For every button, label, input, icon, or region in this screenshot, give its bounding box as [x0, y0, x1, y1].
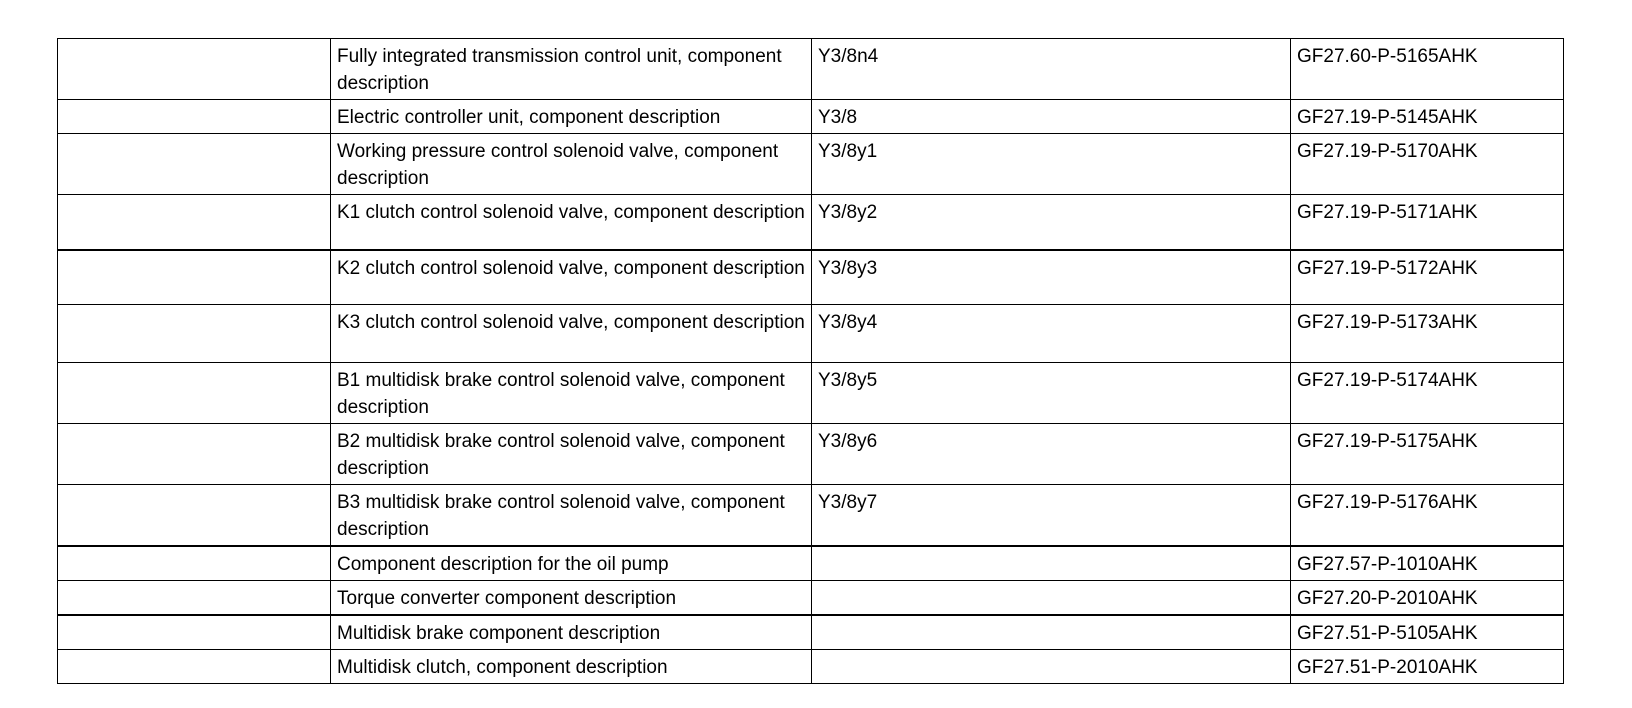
- table-row: [58, 615, 1564, 650]
- reference-link[interactable]: GF27.60-P-5165AHK: [1291, 39, 1564, 100]
- blank-cell: [58, 485, 331, 547]
- blank-cell: [58, 615, 331, 650]
- component-code-cell: Y3/8y1: [812, 134, 1291, 195]
- component-code-cell: Y3/8y4: [812, 305, 1291, 363]
- blank-cell: [58, 100, 331, 134]
- component-code-cell: Y3/8y2: [812, 195, 1291, 250]
- blank-cell: [58, 363, 331, 424]
- reference-link[interactable]: GF27.51-P-5105AHK: [1291, 615, 1564, 650]
- reference-link[interactable]: GF27.51-P-2010AHK: [1291, 650, 1564, 684]
- reference-link[interactable]: GF27.19-P-5174AHK: [1291, 363, 1564, 424]
- table-row: [58, 363, 1564, 424]
- table-row: [58, 546, 1564, 581]
- component-code-cell: Y3/8y5: [812, 363, 1291, 424]
- blank-cell: [58, 650, 331, 684]
- table-row: [58, 485, 1564, 547]
- table-row: [58, 581, 1564, 616]
- component-code-cell: Y3/8n4: [812, 39, 1291, 100]
- blank-cell: [58, 250, 331, 305]
- component-code-cell: Y3/8: [812, 100, 1291, 134]
- description-cell: Torque converter component description: [331, 581, 812, 616]
- blank-cell: [58, 546, 331, 581]
- description-cell: B3 multidisk brake control solenoid valve, component description: [331, 485, 812, 547]
- blank-cell: [58, 134, 331, 195]
- reference-link[interactable]: GF27.19-P-5173AHK: [1291, 305, 1564, 363]
- table-row: [58, 134, 1564, 195]
- blank-cell: [58, 581, 331, 616]
- component-reference-table: [57, 38, 1564, 684]
- component-code-cell: [812, 581, 1291, 616]
- reference-link[interactable]: GF27.20-P-2010AHK: [1291, 581, 1564, 616]
- reference-link[interactable]: GF27.19-P-5175AHK: [1291, 424, 1564, 485]
- component-code-cell: [812, 650, 1291, 684]
- table-row: [58, 100, 1564, 134]
- description-cell: Multidisk brake component description: [331, 615, 812, 650]
- reference-link[interactable]: GF27.19-P-5176AHK: [1291, 485, 1564, 547]
- reference-link[interactable]: GF27.19-P-5171AHK: [1291, 195, 1564, 250]
- blank-cell: [58, 39, 331, 100]
- description-cell: K3 clutch control solenoid valve, component description: [331, 305, 812, 363]
- description-cell: Electric controller unit, component description: [331, 100, 812, 134]
- reference-link[interactable]: GF27.19-P-5172AHK: [1291, 250, 1564, 305]
- component-code-cell: Y3/8y6: [812, 424, 1291, 485]
- description-cell: K1 clutch control solenoid valve, component description: [331, 195, 812, 250]
- table-row: [58, 39, 1564, 100]
- table-row: [58, 195, 1564, 250]
- description-cell: B1 multidisk brake control solenoid valve, component description: [331, 363, 812, 424]
- blank-cell: [58, 305, 331, 363]
- description-cell: K2 clutch control solenoid valve, component description: [331, 250, 812, 305]
- description-cell: Component description for the oil pump: [331, 546, 812, 581]
- description-cell: B2 multidisk brake control solenoid valve, component description: [331, 424, 812, 485]
- table-row: [58, 250, 1564, 305]
- table-body: [58, 39, 1564, 684]
- table-row: [58, 424, 1564, 485]
- component-code-cell: Y3/8y7: [812, 485, 1291, 547]
- reference-link[interactable]: GF27.19-P-5170AHK: [1291, 134, 1564, 195]
- component-code-cell: Y3/8y3: [812, 250, 1291, 305]
- table-row: [58, 650, 1564, 684]
- description-cell: Multidisk clutch, component description: [331, 650, 812, 684]
- table-row: [58, 305, 1564, 363]
- component-code-cell: [812, 546, 1291, 581]
- blank-cell: [58, 424, 331, 485]
- blank-cell: [58, 195, 331, 250]
- description-cell: Fully integrated transmission control unit, component description: [331, 39, 812, 100]
- component-code-cell: [812, 615, 1291, 650]
- description-cell: Working pressure control solenoid valve, component description: [331, 134, 812, 195]
- reference-link[interactable]: GF27.57-P-1010AHK: [1291, 546, 1564, 581]
- reference-link[interactable]: GF27.19-P-5145AHK: [1291, 100, 1564, 134]
